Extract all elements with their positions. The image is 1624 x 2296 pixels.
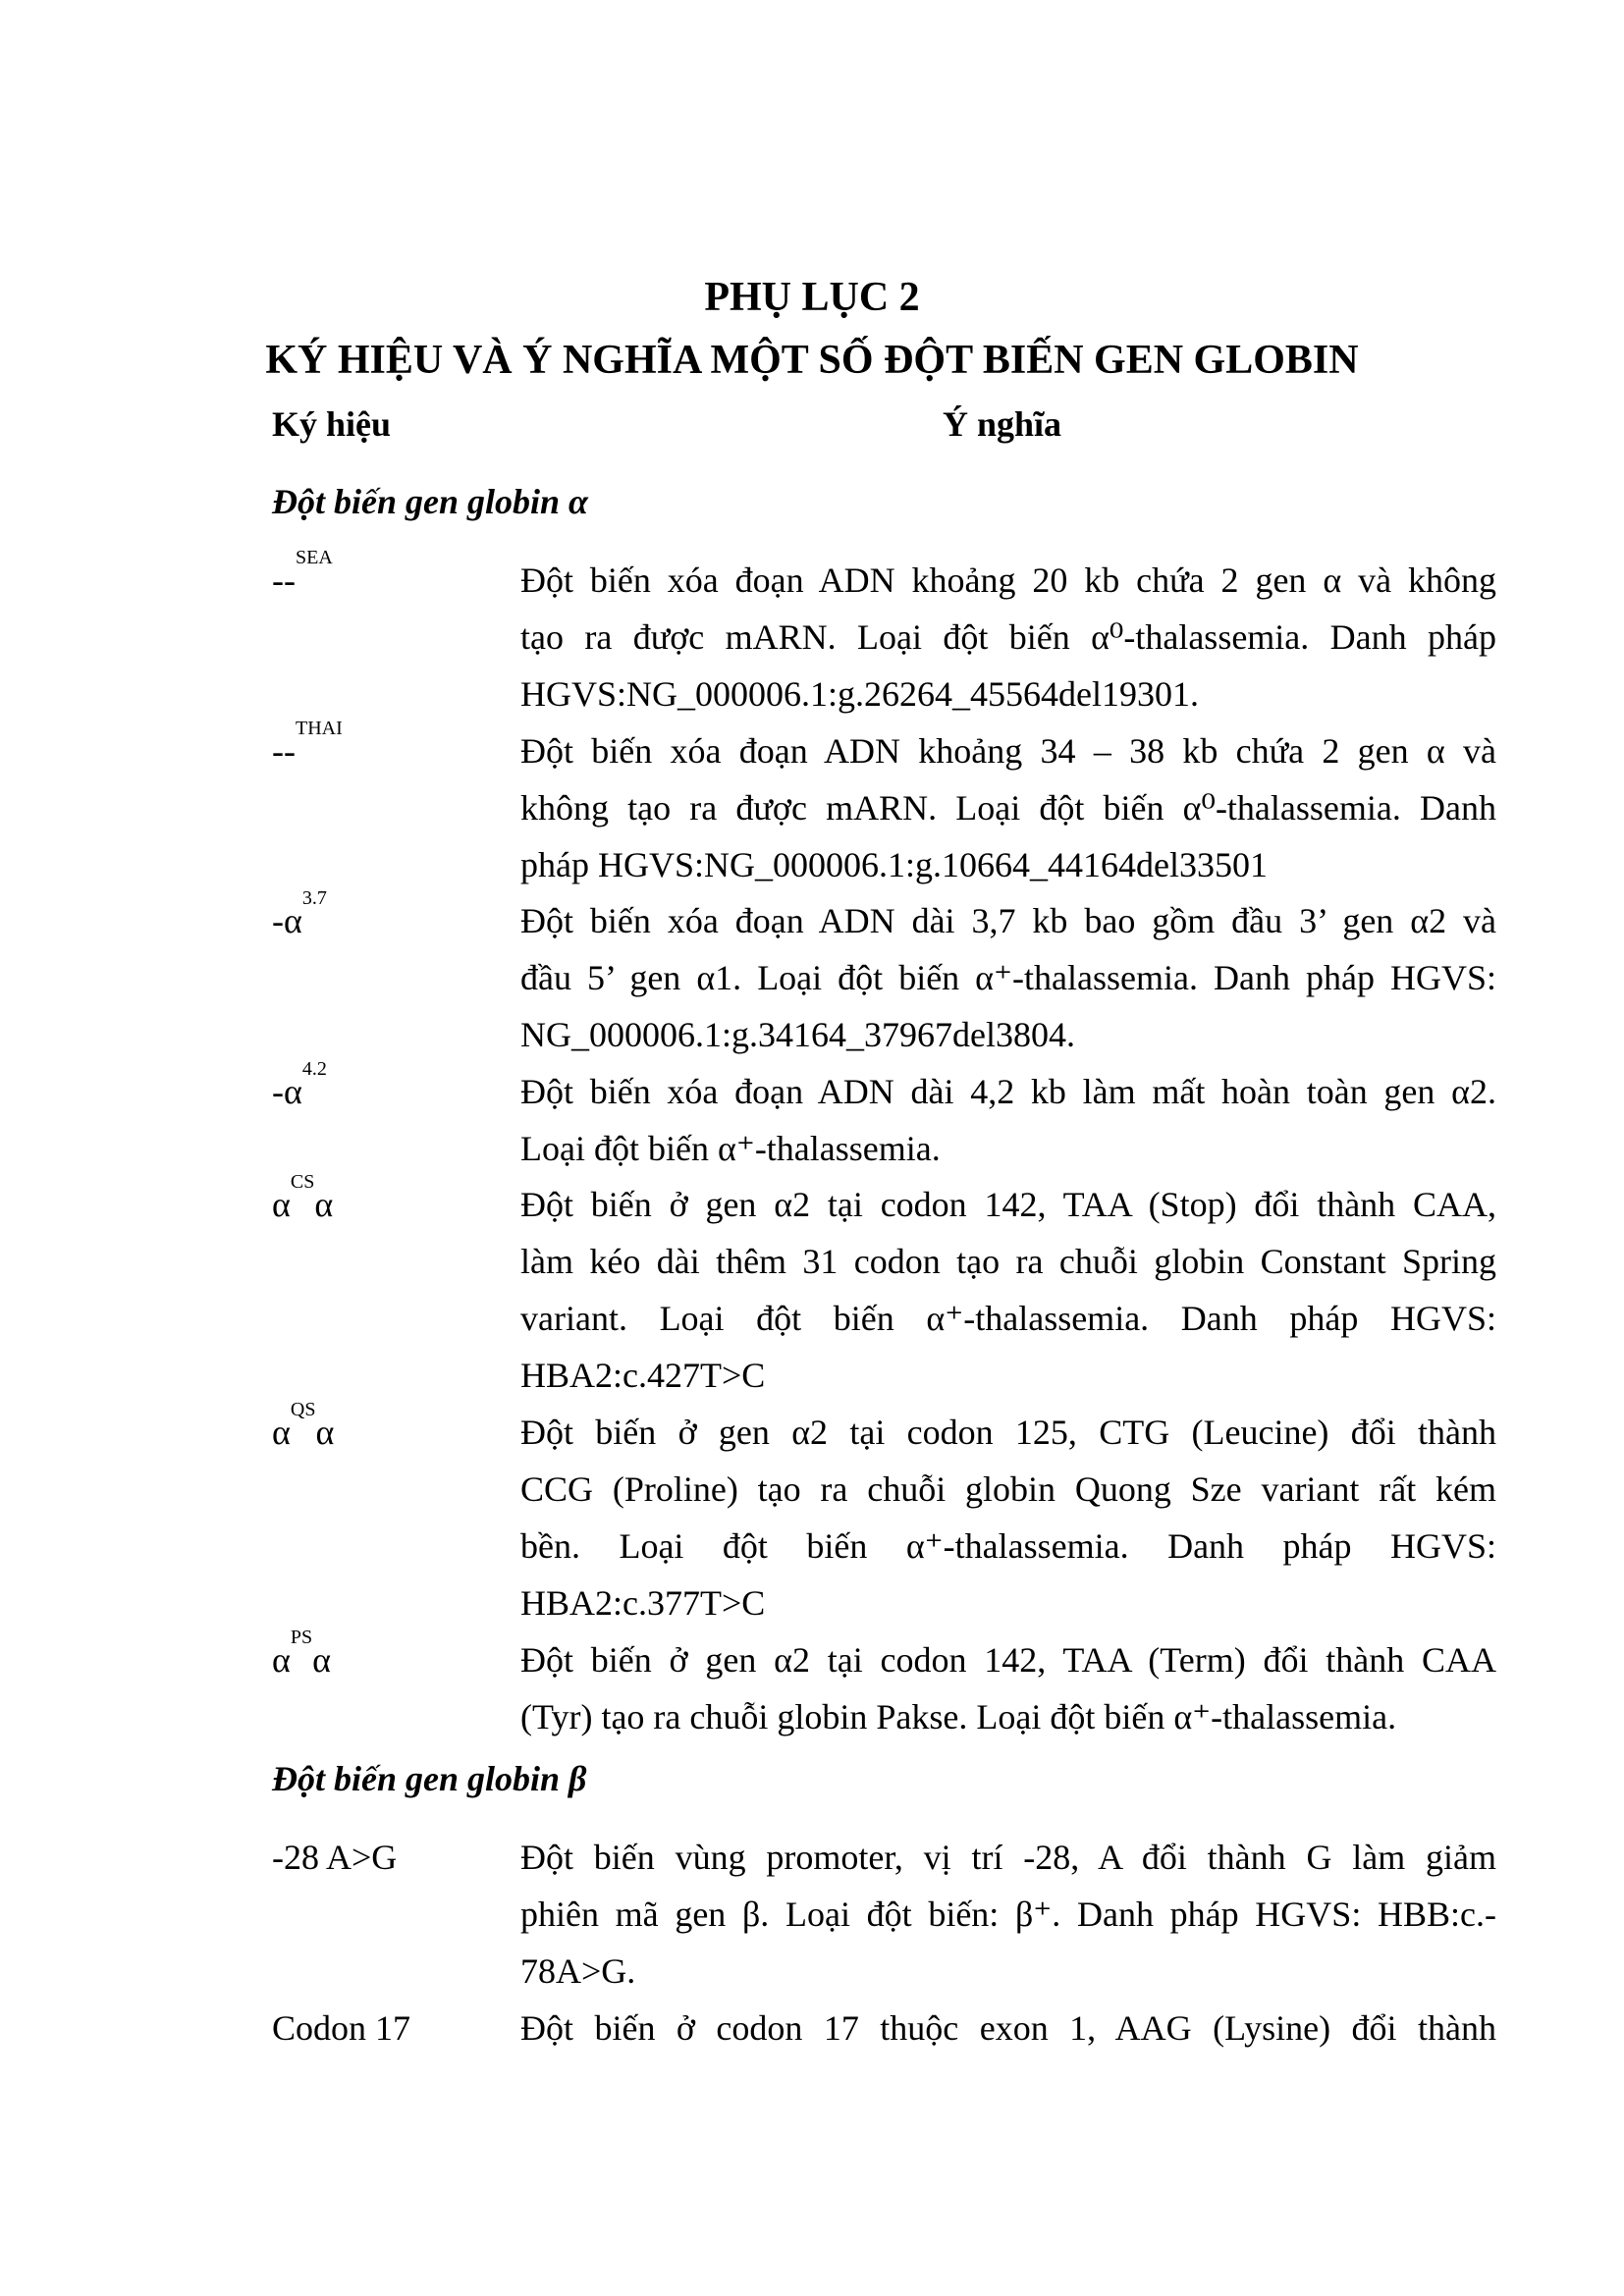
mutation-symbol: $\alpha^{PS}\alpha$ [272, 1627, 331, 1680]
mutation-description: Đột biến ở codon 17 thuộc exon 1, AAG (Lysine) đổi thành [520, 2008, 1496, 2048]
mutation-symbol: $-\alpha^{3.7}$ [272, 887, 327, 940]
mutation-symbol: Codon 17 [272, 2008, 411, 2048]
mutation-description: Đột biến xóa đoạn ADN khoảng 34 – 38 kb chứa 2 gen α và không tạo ra được mARN. Loại đột biến α⁰-thalassemia. Danh pháp HGVS:NG_000006.1:g.10664_44164del33501 [520, 731, 1496, 884]
mutation-symbol: --$^{THAI}$ [272, 718, 343, 771]
mutation-symbol: $-\alpha^{4.2}$ [272, 1058, 327, 1111]
column-header-symbol: Ký hiệu [272, 404, 392, 444]
mutation-symbol: $\alpha^{QS}\alpha$ [272, 1399, 335, 1452]
mutation-symbol: --$^{SEA}$ [272, 547, 333, 600]
mutation-description: Đột biến xóa đoạn ADN dài 3,7 kb bao gồm đầu 3’ gen α2 và đầu 5’ gen α1. Loại đột biến α⁺-thalassemia. Danh pháp HGVS: NG_000006.1:g.34164_37967del3804. [520, 901, 1496, 1054]
mutation-description: Đột biến ở gen α2 tại codon 125, CTG (Leucine) đổi thành CCG (Proline) tạo ra chuỗi globin Quong Sze variant rất kém bền. Loại đột biến α⁺-thalassemia. Danh pháp HGVS: HBA2:c.377T>C [520, 1413, 1496, 1623]
mutation-symbol: $\alpha^{CS}\alpha$ [272, 1171, 334, 1224]
mutation-description: Đột biến xóa đoạn ADN dài 4,2 kb làm mất hoàn toàn gen α2. Loại đột biến α⁺-thalassemia. [520, 1072, 1496, 1168]
mutation-description: Đột biến vùng promoter, vị trí -28, A đổi thành G làm giảm phiên mã gen β. Loại đột biến: β⁺. Danh pháp HGVS: HBB:c.- 78A>G. [520, 1838, 1496, 1991]
mutation-symbol: -28 A>G [272, 1838, 398, 1877]
mutation-description: Đột biến xóa đoạn ADN khoảng 20 kb chứa 2 gen α và không tạo ra được mARN. Loại đột biến α⁰-thalassemia. Danh pháp HGVS:NG_000006.1:g.26264_45564del19301. [520, 561, 1496, 714]
appendix-title: PHỤ LỤC 2 [704, 275, 920, 320]
appendix-subtitle: KÝ HIỆU VÀ Ý NGHĨA MỘT SỐ ĐỘT BIẾN GEN GLOBIN [265, 338, 1359, 383]
column-header-meaning: Ý nghĩa [943, 404, 1062, 444]
mutation-description: Đột biến ở gen α2 tại codon 142, TAA (Stop) đổi thành CAA, làm kéo dài thêm 31 codon tạo ra chuỗi globin Constant Spring variant. Loại đột biến α⁺-thalassemia. Danh pháp HGVS: HBA2:c.427T>C [520, 1185, 1496, 1395]
mutation-description: Đột biến ở gen α2 tại codon 142, TAA (Term) đổi thành CAA (Tyr) tạo ra chuỗi globin Pakse. Loại đột biến α⁺-thalassemia. [520, 1640, 1496, 1736]
section-heading-beta: Đột biến gen globin β [272, 1759, 587, 1798]
section-heading-alpha: Đột biến gen globin α [272, 482, 588, 521]
